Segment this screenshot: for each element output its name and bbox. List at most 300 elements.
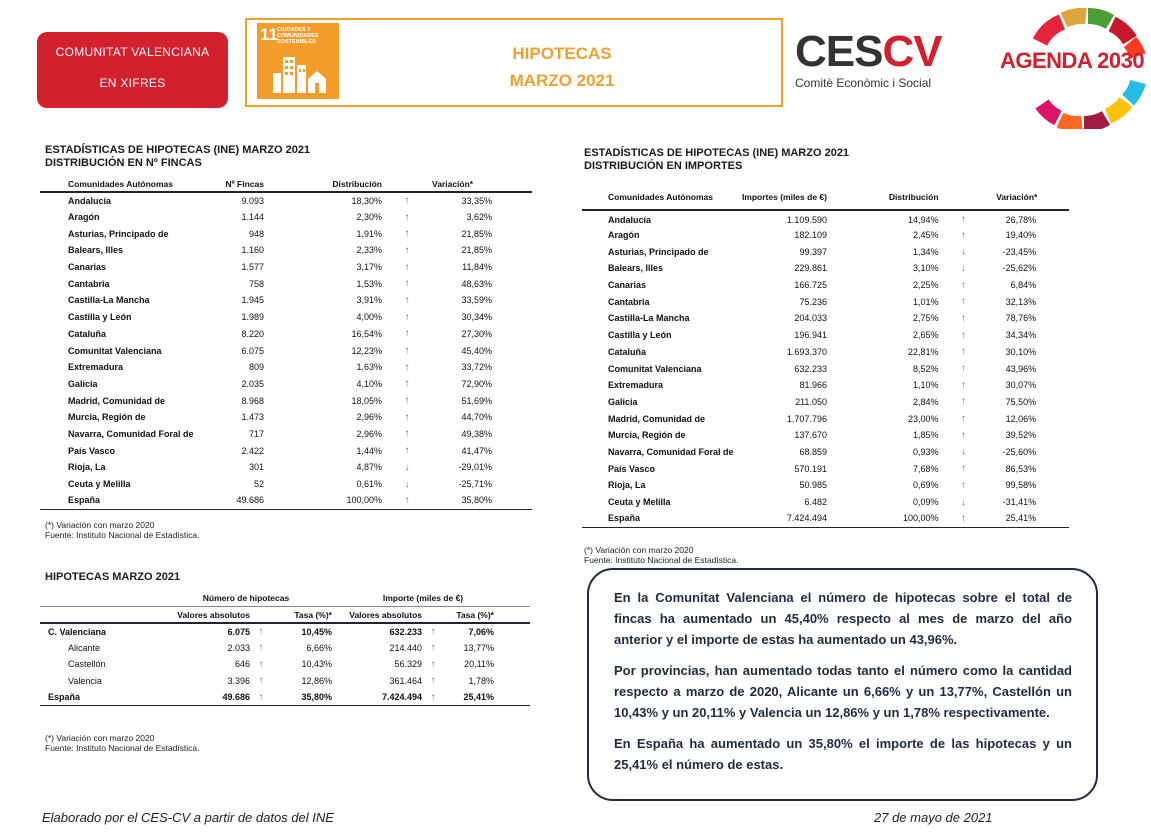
table-row [40,342,532,359]
table-row [40,492,532,509]
arrow-down-icon: ↓ [404,478,410,490]
summary-paragraph-3: En España ha aumentado un 35,80% el importe de las hipotecas y un 25,41% el número de estas. [614,736,1072,772]
value-cell: 182.109 [794,230,827,241]
arrow-up-icon: ↑ [960,479,966,491]
variation-cell: 30,34% [461,312,492,323]
region-name: Cataluña [608,346,647,357]
arrow-up-icon: ↑ [404,494,410,506]
variation-cell: 3,62% [466,212,492,223]
variation-cell: -25,62% [1002,263,1037,274]
arrow-up-icon: ↑ [404,195,410,207]
value-cell: 1.144 [241,212,264,223]
sub-header-tasa: Tasa (%)* [294,609,332,620]
variation-cell: 44,70% [461,412,492,423]
region-name: Castilla-La Mancha [608,313,690,324]
col-header: Comunidades Autónomas [68,178,173,189]
variation-cell: 75,50% [1005,396,1037,407]
value-cell: 52 [253,479,264,490]
col-header: Variación* [996,191,1038,202]
arrow-down-icon: ↓ [960,446,966,458]
arrow-up-icon: ↑ [404,261,410,273]
arrow-up-icon: ↑ [960,396,966,408]
region-name: Andalucía [68,195,112,206]
variation-cell: -25,71% [458,479,492,490]
distribution-cell: 4,87% [356,462,382,473]
table-header-row [582,184,1069,210]
region-name: Castilla y León [608,330,672,341]
logo-subtitle: Comitè Econòmic i Social [795,76,932,90]
distribution-cell: 3,10% [912,263,939,274]
arrow-up-icon: ↑ [258,642,264,654]
table-row [582,510,1069,527]
arrow-down-icon: ↓ [960,262,966,274]
table-row [582,327,1069,344]
arrow-up-icon: ↑ [404,395,410,407]
import-abs-cell: 361.464 [389,675,422,686]
arrow-up-icon: ↑ [258,658,264,670]
value-cell: 68.859 [799,446,827,457]
variation-cell: 12,06% [1005,413,1037,424]
value-cell: 81.966 [799,380,827,391]
table-row [582,210,1069,227]
variation-cell: 21,85% [461,245,492,256]
value-cell: 49.686 [236,495,264,506]
agenda-2030-logo [1000,4,1151,129]
distribution-cell: 0,09% [912,497,939,508]
region-badge [37,32,228,108]
province-name: Valencia [68,675,102,686]
region-name: Castilla-La Mancha [68,295,150,306]
value-cell: 632.233 [794,363,827,374]
value-cell: 2.422 [241,445,264,456]
distribution-cell: 1,44% [356,445,382,456]
table-row [40,640,530,657]
distribution-cell: 2,33% [356,245,382,256]
region-name: Canarias [608,280,647,291]
region-name: Extremadura [68,362,124,373]
table-row [40,359,532,376]
table-row [40,259,532,276]
variation-cell: 49,38% [461,428,492,439]
cescv-logo [795,27,942,100]
arrow-up-icon: ↑ [404,428,410,440]
region-name: Asturias, Principado de [68,228,169,239]
region-name: España [68,495,101,506]
variation-cell: -29,01% [458,462,492,473]
import-abs-cell: 214.440 [389,642,422,653]
value-cell: 50.985 [799,480,827,491]
distribution-cell: 7,68% [912,463,939,474]
variation-cell: 25,41% [1005,513,1037,524]
variation-cell: 6,84% [1010,280,1037,291]
table-row [582,260,1069,277]
arrow-up-icon: ↑ [960,429,966,441]
variation-cell: 33,59% [461,295,492,306]
table-row [40,326,532,343]
value-cell: 99.397 [799,246,827,257]
variation-cell: 34,34% [1005,330,1037,341]
arrow-down-icon: ↓ [960,496,966,508]
distribution-cell: 1,10% [912,380,939,391]
variation-cell: 41,47% [461,445,492,456]
import-rate-cell: 7,06% [468,626,494,637]
number-rate-cell: 10,43% [301,659,332,670]
table-row [40,476,532,493]
col-header: Distribución [332,178,382,189]
distribution-cell: 0,69% [912,480,939,491]
number-rate-cell: 35,80% [301,692,332,702]
distribution-cell: 1,85% [912,430,939,441]
value-cell: 8.220 [241,328,264,339]
value-cell: 570.191 [794,463,827,474]
variation-cell: 32,13% [1005,296,1037,307]
table-row [582,377,1069,394]
distribution-cell: 14,94% [907,214,939,225]
value-cell: 1.693.370 [786,346,827,357]
arrow-up-icon: ↑ [960,329,966,341]
importes-table [582,184,1069,528]
table-row [40,689,530,706]
number-rate-cell: 6,66% [306,642,332,653]
note-variation: (*) Variación con marzo 2020 [45,520,155,530]
variation-cell: 72,90% [461,378,492,389]
col-header: Variación* [432,178,474,189]
ods-11-icon [257,23,339,99]
table-row [40,292,532,309]
table-row [40,209,532,226]
arrow-up-icon: ↑ [430,642,436,654]
distribution-cell: 3,17% [356,262,382,273]
region-name: Galicia [68,378,98,389]
arrow-up-icon: ↑ [404,361,410,373]
variation-cell: 19,40% [1005,230,1037,241]
title-line2: MARZO 2021 [509,71,615,90]
region-name: Navarra, Comunidad Foral de [608,446,734,457]
arrow-up-icon: ↑ [430,675,436,687]
variation-cell: 78,76% [1005,313,1037,324]
variation-cell: 99,58% [1005,480,1037,491]
fincas-title-line2: DISTRIBUCIÓN EN Nº FINCAS [45,157,202,169]
fincas-title [45,144,310,170]
fincas-title-line1: ESTADÍSTICAS DE HIPOTECAS (INE) MARZO 2021 [45,144,311,156]
value-cell: 809 [248,362,264,373]
arrow-up-icon: ↑ [258,626,264,638]
distribution-cell: 4,10% [356,378,382,389]
table-row [582,394,1069,411]
sub-header-tasa: Tasa (%)* [456,609,494,620]
region-name: Murcia, Región de [608,430,686,441]
import-rate-cell: 13,77% [463,642,494,653]
sub-header-abs: Valores absolutos [177,609,250,620]
table-row [40,192,532,209]
title-line1: HIPOTECAS [512,44,612,63]
table-row [582,277,1069,294]
arrow-up-icon: ↑ [430,658,436,670]
variation-cell: 86,53% [1005,463,1037,474]
note-source: Fuente: Instituto Nacional de Estadística. [45,743,200,753]
provincias-notes [45,733,200,753]
arrow-up-icon: ↑ [404,378,410,390]
col-header: Nº Fincas [225,178,264,189]
number-abs-cell: 49.686 [222,692,250,702]
region-name: Cantabria [68,278,110,289]
arrow-up-icon: ↑ [960,214,966,226]
variation-cell: 30,07% [1005,380,1037,391]
arrow-up-icon: ↑ [960,512,966,524]
logo-cv: CV [882,27,942,76]
value-cell: 196.941 [794,330,827,341]
arrow-up-icon: ↑ [430,691,436,703]
number-abs-cell: 2.033 [227,642,250,653]
region-name: Ceuta y Melilla [68,479,131,490]
ods-label: CIUDADES Y COMUNIDADES SOSTENIBLES [277,27,319,45]
distribution-cell: 2,75% [912,313,939,324]
number-abs-cell: 6.075 [227,626,250,637]
footer-source: Elaborado por el CES-CV a partir de datos del INE [42,810,334,825]
arrow-up-icon: ↑ [960,463,966,475]
arrow-up-icon: ↑ [960,379,966,391]
table-row [40,442,532,459]
table-row [582,310,1069,327]
region-name: País Vasco [68,445,116,456]
variation-cell: 21,85% [461,228,492,239]
distribution-cell: 100,00% [346,495,382,506]
region-name: Cataluña [68,328,107,339]
col-header: Importes (miles de €) [741,191,827,202]
distribution-cell: 2,96% [356,412,382,423]
logo-ces: CES [795,27,883,76]
variation-cell: 11,84% [462,262,492,273]
value-cell: 7.424.494 [786,513,827,524]
region-name: Comunitat Valenciana [608,363,702,374]
agenda-text: AGENDA 2030 [1000,48,1145,73]
note-source: Fuente: Instituto Nacional de Estadística. [45,530,200,540]
distribution-cell: 2,96% [356,428,382,439]
distribution-cell: 8,52% [912,363,939,374]
distribution-cell: 2,45% [912,230,939,241]
importes-title-line1: ESTADÍSTICAS DE HIPOTECAS (INE) MARZO 2021 [584,147,850,159]
fincas-notes [45,520,200,540]
value-cell: 204.033 [794,313,827,324]
arrow-up-icon: ↑ [258,675,264,687]
table-row [582,444,1069,461]
import-rate-cell: 1,78% [468,675,494,686]
region-name: España [608,513,641,524]
value-cell: 1.577 [241,262,264,273]
distribution-cell: 0,93% [912,446,939,457]
region-name: Balears, Illes [68,245,124,256]
province-name: Alicante [68,642,101,653]
arrow-up-icon: ↑ [430,626,436,638]
variation-cell: -31,41% [1002,497,1037,508]
value-cell: 6.482 [804,497,827,508]
provincias-title: HIPOTECAS MARZO 2021 [45,571,181,583]
region-name: Andalucía [608,214,652,225]
province-name: España [48,692,81,702]
distribution-cell: 22,81% [907,346,939,357]
distribution-cell: 1,53% [356,278,382,289]
distribution-cell: 2,65% [912,330,939,341]
table-row [40,392,532,409]
note-variation: (*) Variación con marzo 2020 [584,545,694,555]
province-name: C. Valenciana [48,626,107,637]
importes-title [584,147,849,173]
table-header-row [40,176,532,192]
distribution-cell: 12,23% [351,345,382,356]
arrow-up-icon: ↑ [960,312,966,324]
value-cell: 717 [248,428,264,439]
import-rate-cell: 20,11% [464,659,494,670]
region-name: Canarias [68,262,107,273]
region-line2: EN XIFRES [99,76,166,90]
region-line1: COMUNITAT VALENCIANA [55,45,210,59]
region-name: Ceuta y Melilla [608,497,671,508]
sub-header-abs: Valores absolutos [349,609,422,620]
variation-cell: 48,63% [461,278,492,289]
table-row [40,459,532,476]
table-row [40,242,532,259]
arrow-up-icon: ↑ [960,296,966,308]
group-header-number: Número de hipotecas [202,593,290,603]
distribution-cell: 1,91% [356,228,382,239]
import-abs-cell: 7.424.494 [381,692,422,702]
table-row [40,623,530,640]
value-cell: 8.968 [241,395,264,406]
number-abs-cell: 3.396 [227,675,250,686]
region-name: Navarra, Comunidad Foral de [68,428,194,439]
col-header: Comunidades Autónomas [608,191,713,202]
table-row [40,673,530,690]
province-name: Castellón [68,659,106,670]
arrow-up-icon: ↑ [404,311,410,323]
region-name: Balears, Illes [608,263,664,274]
distribution-cell: 16,54% [351,328,382,339]
region-name: Aragón [68,212,100,223]
region-name: Madrid, Comunidad de [68,395,166,406]
provincias-table [40,590,530,706]
import-rate-cell: 25,41% [463,692,494,702]
value-cell: 2.035 [241,378,264,389]
arrow-up-icon: ↑ [960,229,966,241]
value-cell: 1.989 [241,312,264,323]
distribution-cell: 1,34% [912,246,939,257]
value-cell: 1.109.590 [786,214,827,225]
summary-paragraph-1: En la Comunitat Valenciana el número de hipotecas sobre el total de fincas ha aumentado un 45,40% respecto al mes de marzo del año anterior y el importe de estas ha aumentado un 43,96%. [614,590,1072,647]
variation-cell: 30,10% [1005,346,1037,357]
value-cell: 1.707.796 [786,413,827,424]
arrow-up-icon: ↑ [404,445,410,457]
region-name: Extremadura [608,380,664,391]
city-buildings-icon [271,49,327,95]
region-name: Castilla y León [68,312,132,323]
value-cell: 166.725 [794,280,827,291]
table-row [582,494,1069,511]
distribution-cell: 2,30% [356,212,382,223]
page-title [343,40,781,94]
table-row [582,243,1069,260]
table-row [582,360,1069,377]
value-cell: 6.075 [241,345,264,356]
variation-cell: -23,45% [1002,246,1037,257]
fincas-table [40,176,532,510]
value-cell: 301 [248,462,264,473]
arrow-down-icon: ↓ [960,246,966,258]
sub-header-row [40,607,530,624]
table-row [582,410,1069,427]
import-abs-cell: 56.329 [394,659,422,670]
distribution-cell: 4,00% [356,312,382,323]
value-cell: 211.050 [795,396,827,407]
value-cell: 229.861 [794,263,827,274]
table-row [582,477,1069,494]
arrow-up-icon: ↑ [404,345,410,357]
note-source: Fuente: Instituto Nacional de Estadística. [584,555,739,565]
arrow-up-icon: ↑ [960,413,966,425]
variation-cell: 45,40% [461,345,492,356]
distribution-cell: 1,63% [356,362,382,373]
value-cell: 1.473 [241,412,264,423]
arrow-down-icon: ↓ [404,461,410,473]
value-cell: 948 [248,228,264,239]
distribution-cell: 2,84% [912,396,939,407]
table-row [582,427,1069,444]
region-name: País Vasco [608,463,656,474]
distribution-cell: 18,05% [351,395,382,406]
distribution-cell: 1,01% [912,296,939,307]
importes-title-line2: DISTRIBUCIÓN EN IMPORTES [584,160,743,172]
table-row [40,656,530,673]
summary-paragraph-2: Por provincias, han aumentado todas tanto el número como la cantidad respecto a marzo de 2020, Alicante un 6,66% y un 13,77%, Castellón un 10,43% y un 20,11% y Valencia un 12,86% y un 1,78% respectivamente. [614,663,1072,720]
variation-cell: 26,78% [1005,214,1037,225]
variation-cell: 33,35% [461,195,492,206]
arrow-up-icon: ↑ [404,294,410,306]
variation-cell: -25,60% [1002,446,1037,457]
table-row [40,275,532,292]
note-variation: (*) Variación con marzo 2020 [45,733,155,743]
arrow-up-icon: ↑ [404,278,410,290]
title-box [245,18,783,107]
table-row [582,344,1069,361]
region-name: Comunitat Valenciana [68,345,162,356]
region-name: Cantabria [608,296,650,307]
region-name: Rioja, La [68,462,106,473]
region-name: Asturias, Principado de [608,246,709,257]
table-row [582,227,1069,244]
arrow-up-icon: ↑ [404,228,410,240]
importes-notes [584,545,739,565]
value-cell: 758 [248,278,264,289]
col-header: Distribución [888,191,939,202]
distribution-cell: 18,30% [351,195,382,206]
variation-cell: 51,69% [461,395,492,406]
table-row [40,309,532,326]
table-row [40,409,532,426]
number-abs-cell: 646 [234,659,250,670]
value-cell: 75.236 [799,296,827,307]
variation-cell: 33,72% [461,362,492,373]
arrow-up-icon: ↑ [960,279,966,291]
distribution-cell: 3,91% [356,295,382,306]
value-cell: 137.670 [794,430,827,441]
variation-cell: 35,80% [461,495,492,506]
summary-box [587,568,1098,801]
distribution-cell: 100,00% [902,513,939,524]
value-cell: 1.945 [241,295,264,306]
region-name: Madrid, Comunidad de [608,413,706,424]
region-name: Murcia, Región de [68,412,146,423]
region-name: Galicia [608,396,638,407]
group-header-row [40,590,530,607]
